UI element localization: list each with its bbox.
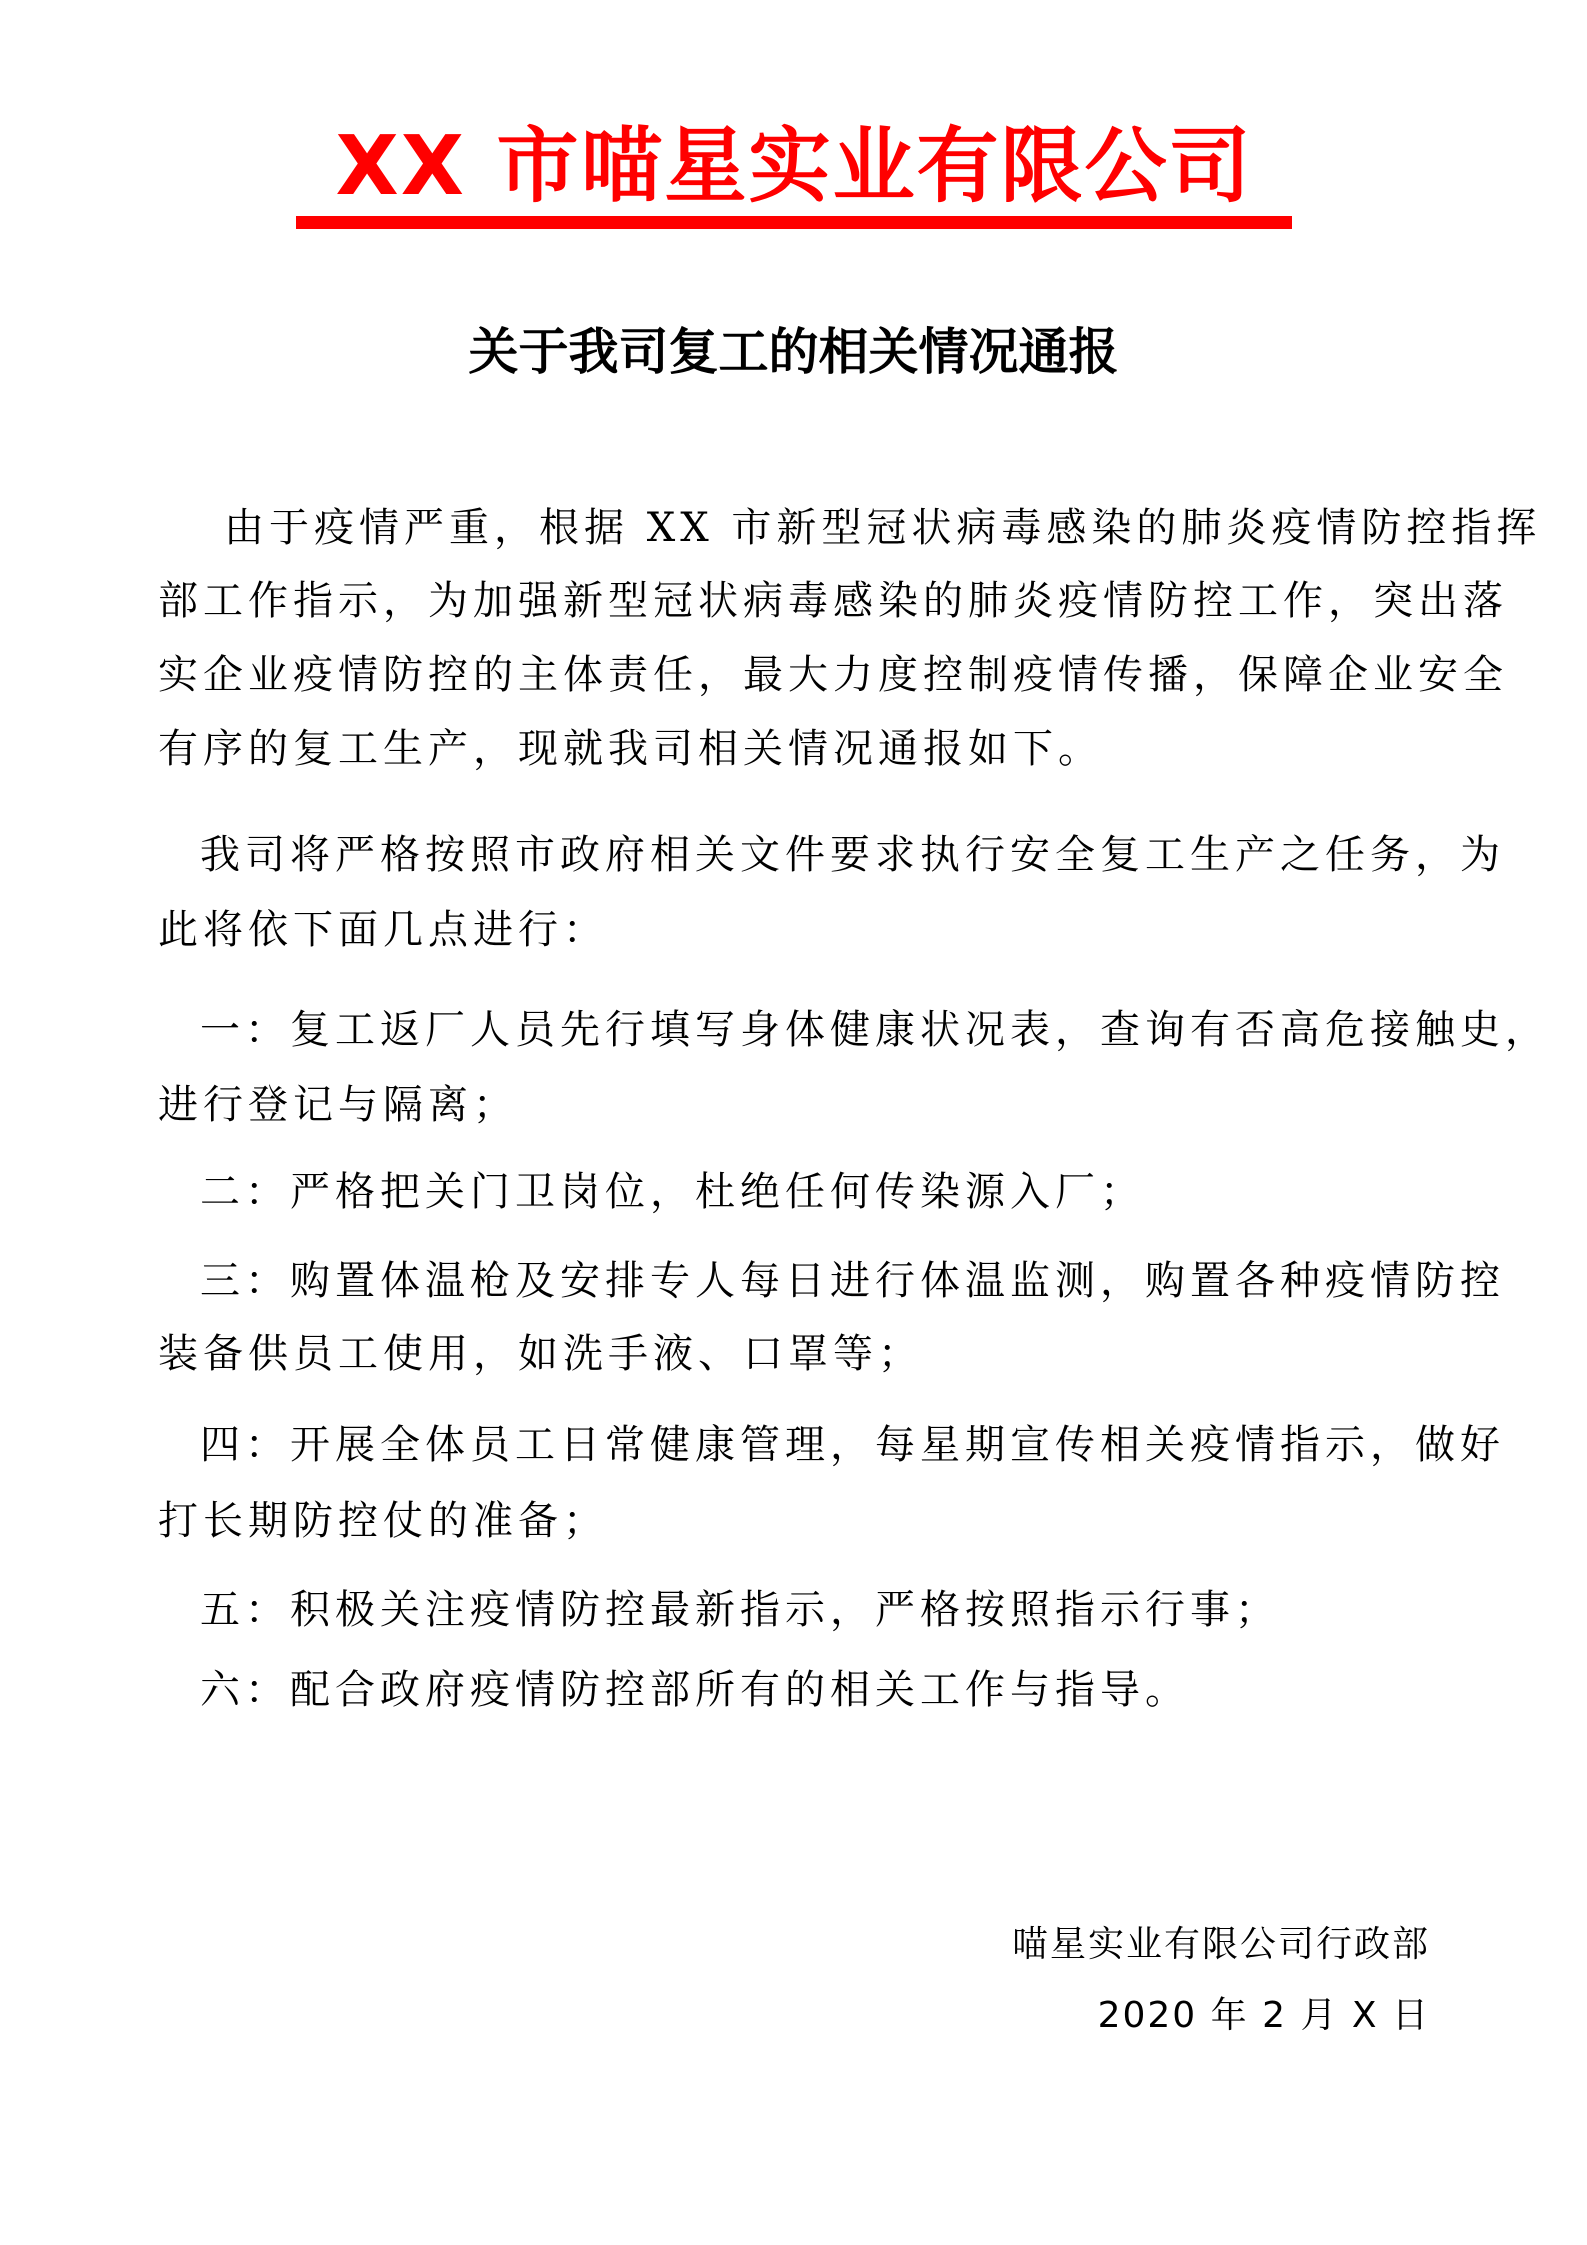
body-line: 有序的复工生产，现就我司相关情况通报如下。 (158, 726, 1103, 772)
list-item-2: 二：严格把关门卫岗位，杜绝任何传染源入厂； (200, 1169, 1145, 1215)
body-line: 部工作指示，为加强新型冠状病毒感染的肺炎疫情防控工作，突出落 (158, 578, 1508, 624)
body-line: 由于疫情严重，根据 XX 市新型冠状病毒感染的肺炎疫情防控指挥 (224, 505, 1542, 551)
list-item-5: 五：积极关注疫情防控最新指示，严格按照指示行事； (200, 1587, 1280, 1633)
list-item-4-cont: 打长期防控仗的准备； (158, 1498, 608, 1544)
signature-department: 喵星实业有限公司行政部 (1011, 1924, 1430, 1965)
red-header-rule (296, 216, 1292, 229)
list-item-3: 三：购置体温枪及安排专人每日进行体温监测，购置各种疫情防控 (200, 1258, 1505, 1304)
body-line: 此将依下面几点进行： (158, 907, 608, 953)
signature-date: 2020 年 2 月 X 日 (1097, 1995, 1430, 2036)
document-title: 关于我司复工的相关情况通报 (468, 322, 1119, 381)
body-line: 我司将严格按照市政府相关文件要求执行安全复工生产之任务，为 (200, 832, 1505, 878)
list-item-1: 一：复工返厂人员先行填写身体健康状况表，查询有否高危接触史， (200, 1007, 1550, 1053)
body-line: 实企业疫情防控的主体责任，最大力度控制疫情传播，保障企业安全 (158, 652, 1508, 698)
list-item-6: 六：配合政府疫情防控部所有的相关工作与指导。 (200, 1667, 1190, 1713)
list-item-4: 四：开展全体员工日常健康管理，每星期宣传相关疫情指示，做好 (200, 1422, 1505, 1468)
company-name-heading: XX 市喵星实业有限公司 (335, 119, 1253, 214)
list-item-1-cont: 进行登记与隔离； (158, 1082, 518, 1128)
list-item-3-cont: 装备供员工使用，如洗手液、口罩等； (158, 1331, 923, 1377)
